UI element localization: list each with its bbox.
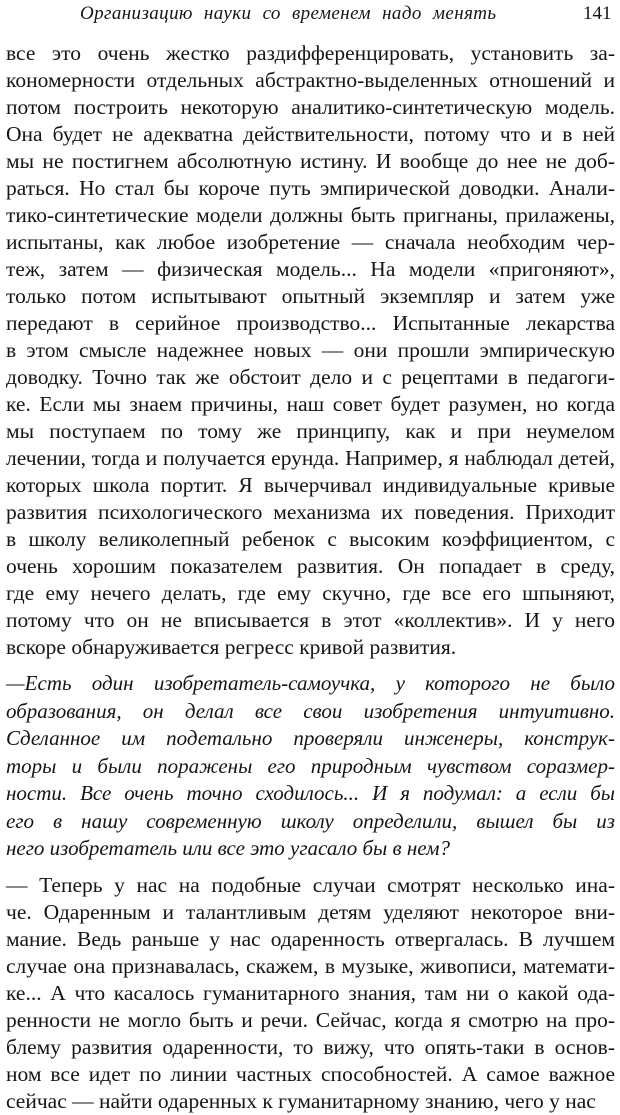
text-line: — Теперь у нас на подобные случаи смотрят несколько ина-: [6, 872, 615, 897]
text-line: доводку. Точно так же обстоит дело и с рецептами в педагоги-: [6, 365, 615, 389]
text-line: Она будет не адекватна действительности, потому что и в ней: [6, 122, 615, 146]
paragraph: [6, 40, 615, 661]
text-line: че. Одаренным и талантливым детям уделяют некоторое вни-: [6, 899, 615, 924]
text-line: очень хорошим показателем развития. Он попадает в среду,: [6, 554, 615, 578]
text-line: только потом испытывают опытный экземпляр и затем уже: [6, 284, 615, 308]
body-text: [6, 40, 615, 1115]
paragraph-gap: [6, 863, 615, 872]
text-line: потом построить некоторую аналитико-синтетическую модель.: [6, 95, 615, 119]
text-line: мание. Ведь раньше у нас одаренность отвергалась. В лучшем: [6, 926, 615, 951]
text-line: ном все идет по линии частных способностей. А самое важное: [6, 1061, 615, 1086]
text-line: мы не постигнем абсолютную истину. И вообще до нее не доб-: [6, 149, 615, 173]
text-line: ности. Все очень точно сходилось... И я подумал: а если бы: [6, 781, 615, 805]
paragraph: [6, 872, 615, 1115]
text-line: сейчас — найти одаренных к гуманитарному знанию, чего у нас: [6, 1088, 596, 1113]
text-line: мы поступаем по тому же принципу, как и при неумелом: [6, 419, 615, 443]
text-line: раться. Но стал бы короче путь эмпирической доводки. Анали-: [6, 176, 615, 200]
text-line: все это очень жестко раздифференцировать, установить за-: [6, 41, 615, 65]
text-line: в этом смысле надежнее новых — они прошли эмпирическую: [6, 338, 615, 362]
text-line: тико-синтетические модели должны быть пригнаны, прилажены,: [6, 203, 615, 227]
text-line: кономерности отдельных абстрактно-выделенных отношений и: [6, 68, 615, 92]
text-line: потому что он не вписывается в этот «коллектив». И у него: [6, 608, 615, 632]
text-line: где ему нечего делать, где ему скучно, где все его шпыняют,: [6, 581, 615, 605]
running-title: Организацию науки со временем надо менять: [80, 3, 497, 24]
text-line: теж, затем — физическая модель... На модели «пригоняют»,: [6, 257, 615, 281]
paragraph-gap: [6, 661, 615, 670]
text-line: лечении, тогда и получается ерунда. Например, я наблюдал детей,: [6, 446, 615, 470]
text-line: вскоре обнаруживается регресс кривой развития.: [6, 635, 457, 659]
text-line: ке... А что касалось гуманитарного знания, там ни о какой ода-: [6, 980, 615, 1005]
text-line: Сделанное им подетально проверяли инженеры, конструк-: [6, 726, 615, 750]
running-head: [0, 2, 620, 28]
text-line: —Есть один изобретатель-самоучка, у которого не было: [6, 671, 615, 695]
text-line: его в нашу современную школу определили, вышел бы из: [6, 808, 615, 833]
text-line: испытаны, как любое изобретение — сначала необходим чер-: [6, 230, 615, 254]
text-line: ке. Если мы знаем причины, наш совет будет разумен, но когда: [6, 392, 615, 416]
italic-paragraph: [6, 670, 615, 863]
text-line: ренности не могло быть и речи. Сейчас, когда я смотрю на про-: [6, 1007, 615, 1032]
text-line: передают в серийное производство... Испытанные лекарства: [6, 311, 615, 335]
text-line: него изобретатель или все это угасало бы в нем?: [6, 836, 451, 860]
page-number: 141: [583, 3, 612, 24]
text-line: образования, он делал все свои изобретения интуитивно.: [6, 698, 615, 723]
text-line: в школу великолепный ребенок с высоким коэффициентом, с: [6, 527, 615, 551]
text-line: случае она признавалась, скажем, в музыке, живописи, математи-: [6, 953, 615, 978]
text-line: блему развития одаренности, то вижу, что опять-таки в основ-: [6, 1034, 615, 1059]
text-line: торы и были поражены его природным чувством соразмер-: [6, 753, 615, 778]
text-line: развития психологического механизма их поведения. Приходит: [6, 500, 615, 524]
text-line: которых школа портит. Я вычерчивал индивидуальные кривые: [6, 473, 615, 497]
